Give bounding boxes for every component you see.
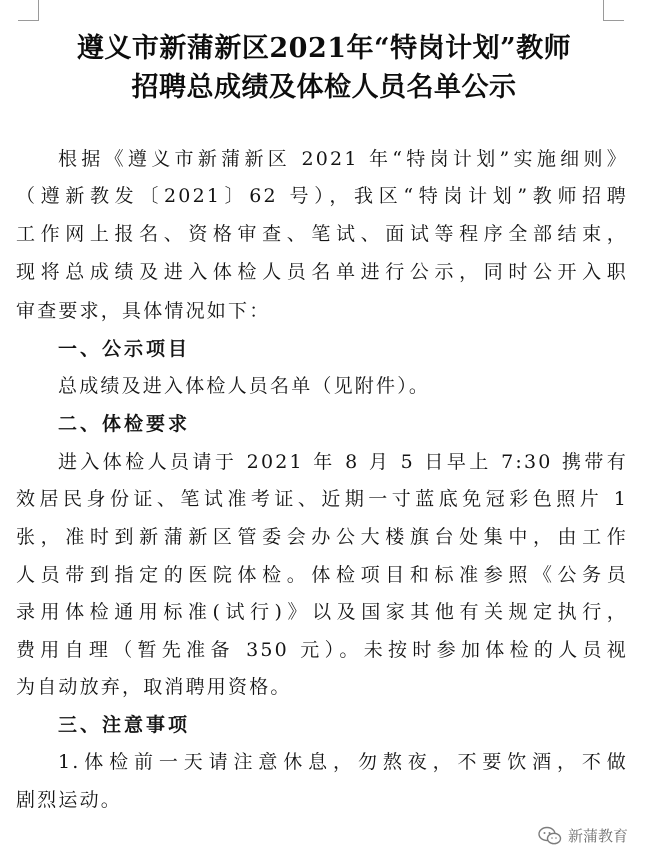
paragraph-line: 1.体检前一天请注意休息，勿熬夜，不要饮酒，不做 [58, 751, 628, 773]
section-heading-3: 三、注意事项 [58, 714, 191, 736]
paragraph-line: 人员带到指定的医院体检。体检项目和标准参照《公务员 [16, 564, 628, 586]
paragraph-line: （遵新教发〔2021〕62 号），我区“特岗计划”教师招聘 [16, 185, 628, 207]
crop-mark-left [18, 0, 39, 21]
paragraph-line: 工作网上报名、资格审查、笔试、面试等程序全部结束， [16, 223, 628, 245]
paragraph-line: 现将总成绩及进入体检人员名单进行公示，同时公开入职 [16, 261, 628, 283]
crop-mark-right [603, 0, 624, 21]
paragraph-line: 根据《遵义市新蒲新区 2021 年“特岗计划”实施细则》 [58, 148, 628, 170]
paragraph-line: 审查要求，具体情况如下： [16, 300, 271, 322]
paragraph-line: 进入体检人员请于 2021 年 8 月 5 日早上 7:30 携带有 [58, 451, 628, 473]
paragraph-line: 剧烈运动。 [16, 789, 123, 811]
paragraph-line: 费用自理（暂先准备 350 元）。未按时参加体检的人员视 [16, 639, 628, 661]
document-title-line-1: 遵义市新蒲新区2021年“特岗计划”教师 [76, 33, 572, 64]
paragraph-line: 效居民身份证、笔试准考证、近期一寸蓝底免冠彩色照片 1 [16, 488, 628, 510]
section-heading-1: 一、公示项目 [58, 338, 191, 360]
wechat-icon [538, 826, 562, 846]
paragraph-line: 为自动放弃，取消聘用资格。 [16, 676, 292, 698]
watermark-text: 新蒲教育 [567, 827, 628, 845]
paragraph-line: 录用体检通用标准(试行)》以及国家其他有关规定执行， [16, 601, 628, 623]
paragraph-line: 张，准时到新蒲新区管委会办公大楼旗台处集中，由工作 [16, 526, 628, 548]
watermark [538, 825, 628, 846]
document-title-line-2: 招聘总成绩及体检人员名单公示 [131, 72, 517, 103]
paragraph-line: 总成绩及进入体检人员名单（见附件）。 [58, 375, 431, 397]
section-heading-2: 二、体检要求 [58, 413, 191, 435]
